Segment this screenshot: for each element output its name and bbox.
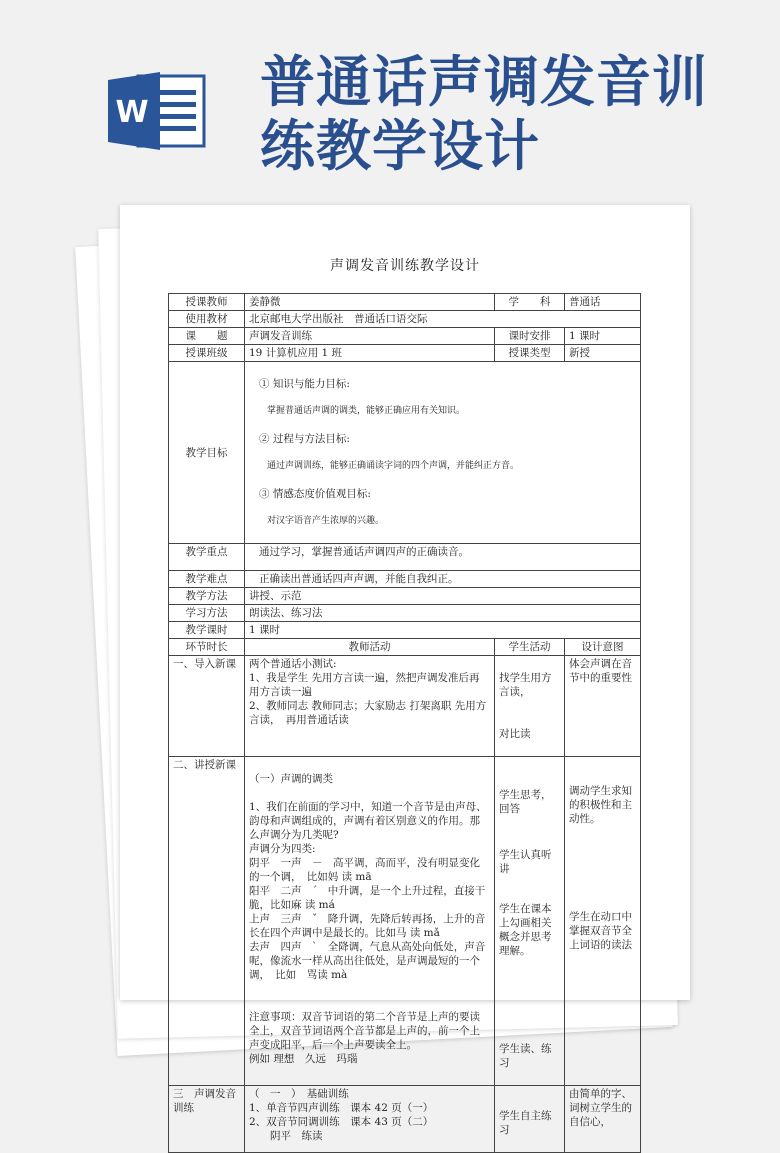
topic-value: 声调发音训练 — [245, 328, 495, 345]
stage-2-student-b: 学生认真听讲 — [499, 849, 552, 875]
textbook-value: 北京邮电大学出版社 普通话口语交际 — [245, 311, 641, 328]
difficulty-row — [169, 571, 641, 588]
stage-2-intent — [565, 757, 641, 1086]
method-row — [169, 588, 641, 605]
stage-2-intent-b: 学生在动口中掌握双音节全上词语的读法 — [569, 911, 632, 951]
header-teacher: 教师活动 — [245, 639, 495, 656]
info-row-topic — [169, 328, 641, 345]
subject-value: 普通话 — [565, 294, 641, 311]
difficulty-label: 教学难点 — [169, 571, 245, 588]
goal-3-title: ③ 情感态度价值观目标: — [259, 488, 371, 500]
stage-2-intent-a: 调动学生求知的积极性和主动性。 — [569, 785, 632, 825]
type-label: 授课类型 — [495, 345, 565, 362]
header-student: 学生活动 — [495, 639, 565, 656]
period-text: 1 课时 — [245, 622, 641, 639]
banner-title: 普通话声调发音训练教学设计 — [260, 50, 709, 178]
stage-3-teacher: （ 一 ） 基础训练 1、单音节四声训练 课本 42 页（一） 2、双音节同调训练 课本 43 页（二） 阴平 练读 — [245, 1086, 495, 1153]
textbook-label: 使用教材 — [169, 311, 245, 328]
stage-3-row — [169, 1086, 641, 1153]
study-row — [169, 605, 641, 622]
subject-label: 学 科 — [495, 294, 565, 311]
class-label: 授课班级 — [169, 345, 245, 362]
header-stage: 环节时长 — [169, 639, 245, 656]
goals-row — [169, 362, 641, 544]
study-label: 学习方法 — [169, 605, 245, 622]
topic-label: 课 题 — [169, 328, 245, 345]
goals-label: 教学目标 — [169, 362, 245, 544]
stage-2-student-c: 学生在课本上勾画相关概念并思考理解。 — [499, 903, 552, 957]
info-row-textbook — [169, 311, 641, 328]
study-text: 朗读法、练习法 — [245, 605, 641, 622]
stage-1-intent: 体会声调在音节中的重要性 — [565, 656, 641, 757]
goal-1-detail: 掌握普通话声调的调类，能够正确应用有关知识。 — [267, 406, 466, 416]
key-text: 通过学习，掌握普通话声调四声的正确读音。 — [245, 544, 641, 571]
lesson-plan-table — [168, 293, 641, 1153]
stage-3-student — [495, 1086, 565, 1153]
key-row — [169, 544, 641, 571]
period-label: 教学课时 — [169, 622, 245, 639]
goal-1-title: ① 知识与能力目标: — [259, 378, 350, 390]
goals-content — [245, 362, 641, 544]
header-row — [169, 639, 641, 656]
stage-2-teacher-note: 注意事项：双音节词语的第二个音节是上声的要读全上，双音节词语两个音节都是上声的，前一个上声变成阳平，后一个上声要读全上。 例如 理想 久远 玛瑙 — [249, 1011, 480, 1065]
stage-2-student-d: 学生读、练习 — [499, 1043, 552, 1069]
stage-2-teacher-head: （一）声调的调类 — [249, 773, 333, 785]
word-document-icon — [108, 70, 208, 152]
key-label: 教学重点 — [169, 544, 245, 571]
type-value: 新授 — [565, 345, 641, 362]
info-row-class — [169, 345, 641, 362]
difficulty-text: 正确读出普通话四声声调，并能自我纠正。 — [245, 571, 641, 588]
stage-3-student-a: 学生自主练习 — [499, 1110, 552, 1136]
document-page — [120, 205, 690, 1142]
teacher-label: 授课教师 — [169, 294, 245, 311]
stage-2-teacher — [245, 757, 495, 1086]
document-title: 声调发音训练教学设计 — [330, 258, 480, 274]
goal-3-detail: 对汉字语音产生浓厚的兴趣。 — [267, 516, 385, 526]
class-value: 19 计算机应用 1 班 — [245, 345, 495, 362]
info-row-teacher — [169, 294, 641, 311]
method-label: 教学方法 — [169, 588, 245, 605]
stage-2-name: 二、讲授新课 — [169, 757, 245, 1086]
stage-1-student-a: 找学生用方言读， — [499, 672, 552, 698]
svg-text:W: W — [115, 95, 149, 130]
hours-value: 1 课时 — [565, 328, 641, 345]
stage-1-student — [495, 656, 565, 757]
method-text: 讲授、示范 — [245, 588, 641, 605]
stage-1-student-b: 对比读 — [499, 728, 531, 740]
stage-3-name: 三 声调发音训练 — [169, 1086, 245, 1153]
header-intent: 设计意图 — [565, 639, 641, 656]
stage-2-student — [495, 757, 565, 1086]
period-row — [169, 622, 641, 639]
stage-3-intent: 由简单的字、词树立学生的自信心， — [565, 1086, 641, 1153]
stage-2-student-a: 学生思考，回答 — [499, 789, 552, 815]
stage-2-teacher-body: 1、我们在前面的学习中，知道一个音节是由声母、韵母和声调组成的，声调有着区别意义的作用。那么声调分为几类呢? 声调分为四类: 阴平 一声 － 高平调，高而平，没有明显变化的一个调， 比如妈 读 mā 阳平 二声 ˊ 中升调，是一个上升过程，直接干脆，比如麻 读 má 上声 三声 ˇ 降升调，先降后转再扬，上升的音长在四个声调中是最长的。比如马 读 mǎ 去声 四声 ˋ 全降调，气息从高处向低处，声音呢，像流水一样从高出往低处，是声调最短的一个调， 比如 骂读 mà — [249, 801, 487, 981]
stage-1-row — [169, 656, 641, 757]
teacher-value: 姜静微 — [245, 294, 495, 311]
goal-2-detail: 通过声调训练，能够正确诵读字词的四个声调，并能纠正方音。 — [267, 461, 520, 471]
stage-1-teacher: 两个普通话小测试: 1、我是学生 先用方言读一遍，然把声调发准后再用方言读一遍 2、教师同志 教师同志；大家励志 打架离职 先用方言读， 再用普通话读 — [245, 656, 495, 757]
hours-label: 课时安排 — [495, 328, 565, 345]
stage-1-name: 一、导入新课 — [169, 656, 245, 757]
goal-2-title: ② 过程与方法目标: — [259, 433, 350, 445]
stage-2-row — [169, 757, 641, 1086]
